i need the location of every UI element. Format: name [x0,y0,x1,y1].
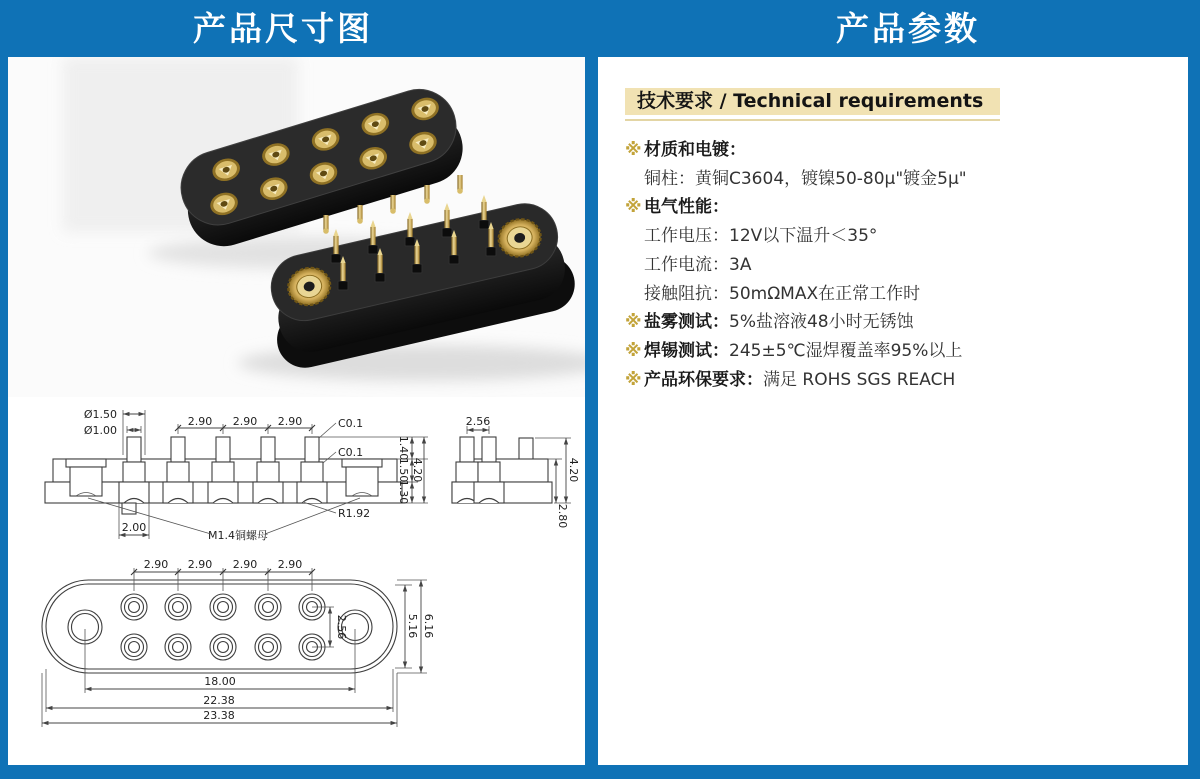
dim-label: 2.00 [121,521,147,534]
spec-section-title: 技术要求 / Technical requirements [625,88,1000,115]
dim-label: Ø1.00 [83,424,117,437]
spec-item-text: 工作电压：12V以下温升＜35° [644,226,878,247]
right-panel-title: 产品参数 [836,9,980,48]
dim-label: 2.56 [335,614,348,640]
spec-item-label: 盐雾测试： [644,312,729,333]
dimension-panel [8,57,585,765]
parameters-panel [598,57,1188,765]
spec-item-material-detail [625,165,967,194]
ref-asterisk-icon: ※ [625,312,642,333]
spec-underline [625,119,1000,121]
spec-item-label: 材质和电镀： [644,140,746,160]
dim-label: 2.90 [187,558,213,571]
dim-label: R1.92 [338,507,371,520]
dim-label: 2.90 [143,558,169,571]
ref-asterisk-icon: ※ [625,340,642,361]
spec-item-current [625,251,967,280]
dim-label: 1.50 [397,457,410,483]
dim-label: 2.90 [232,558,258,571]
spec-item-label: 产品环保要求： [644,369,763,390]
dim-label: C0.1 [338,417,364,430]
dim-label: 4.20 [567,457,580,483]
left-panel-title: 产品尺寸图 [193,9,373,48]
spec-item-voltage [625,222,967,251]
dim-label: 2.56 [465,415,491,428]
spec-item-salt-spray [625,308,967,337]
spec-item-material [625,136,967,165]
spec-item-environment [625,366,967,395]
ref-asterisk-icon: ※ [625,140,642,160]
ref-asterisk-icon: ※ [625,369,642,390]
spec-item-text: 工作电流：3A [644,254,752,275]
spec-item-label: 电气性能： [644,197,729,218]
spec-item-electrical [625,193,967,222]
spec-item-text: 铜柱：黄铜C3604，镀镍50-80μ"镀金5μ" [644,168,967,189]
dim-label: 23.38 [203,709,235,722]
front-view [45,408,428,542]
product-photo [8,57,585,397]
spec-item-solder [625,337,967,366]
dim-label: 2.90 [232,415,258,428]
spec-list [625,136,967,394]
dim-label: 4.20 [411,457,424,483]
dim-label: 2.90 [277,415,303,428]
dim-label: Ø1.50 [83,408,117,421]
spec-item-resistance [625,280,967,309]
dim-label: 2.90 [277,558,303,571]
engineering-drawing [8,397,585,765]
dim-label: 22.38 [203,694,235,707]
spec-item-text: 5%盐溶液48小时无锈蚀 [729,312,914,333]
bottom-view [42,558,435,727]
dim-label: 1.40 [397,435,410,461]
side-view [452,415,580,528]
dim-label: 5.16 [406,613,419,639]
dim-label: 2.80 [556,503,569,529]
dim-label: 2.90 [187,415,213,428]
spec-item-text: 245±5℃湿焊覆盖率95%以上 [729,340,963,361]
dim-label: 1.30 [397,479,410,505]
ref-asterisk-icon: ※ [625,197,642,218]
spec-item-text: 接触阻抗：50mΩMAX在正常工作时 [644,283,921,304]
dim-label: 18.00 [204,675,236,688]
spec-item-text: 满足 ROHS SGS REACH [763,369,956,390]
dim-label: C0.1 [338,446,364,459]
dim-label: 6.16 [422,613,435,639]
nut-callout: M1.4铜螺母 [208,529,268,542]
spec-item-label: 焊锡测试： [644,340,729,361]
